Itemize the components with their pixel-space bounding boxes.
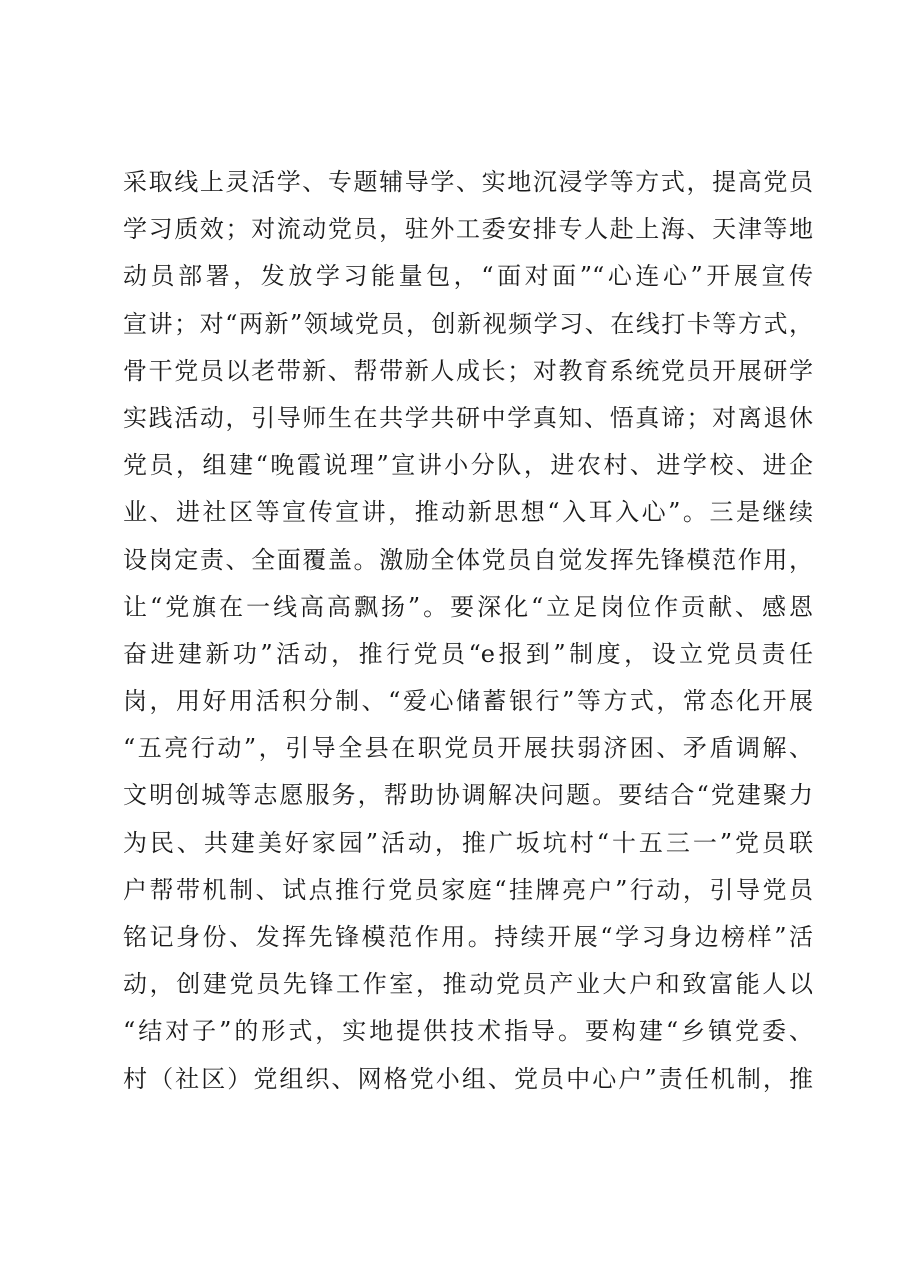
text-line: 党员，组建“晚霞说理”宣讲小分队，进农村、进学校、进企: [123, 451, 813, 480]
text-line: 村（社区）党组织、网格党小组、党员中心户”责任机制，推: [123, 1064, 813, 1093]
body-paragraph: [123, 159, 813, 1103]
text-line: 学习质效；对流动党员，驻外工委安排专人赴上海、天津等地: [123, 215, 813, 244]
text-line: 骨干党员以老带新、帮带新人成长；对教育系统党员开展研学: [123, 356, 813, 385]
text-line: 实践活动，引导师生在共学共研中学真知、悟真谛；对离退休: [123, 403, 813, 432]
text-line: 铭记身份、发挥先锋模范作用。持续开展“学习身边榜样”活: [123, 923, 813, 951]
text-line: 让“党旗在一线高高飘扬”。要深化“立足岗位作贡献、感恩: [123, 592, 813, 621]
text-line: 动，创建党员先锋工作室，推动党员产业大户和致富能人以: [123, 970, 813, 999]
text-line: “五亮行动”，引导全县在职党员开展扶弱济困、矛盾调解、: [123, 734, 813, 763]
text-line: 采取线上灵活学、专题辅导学、实地沉浸学等方式，提高党员: [123, 168, 813, 196]
text-line: 设岗定责、全面覆盖。激励全体党员自觉发挥先锋模范作用，: [123, 545, 813, 574]
text-line: 为民、共建美好家园”活动，推广坂坑村“十五三一”党员联: [123, 828, 813, 857]
text-line: 岗，用好用活积分制、“爱心储蓄银行”等方式，常态化开展: [123, 687, 813, 716]
text-line: 动员部署，发放学习能量包，“面对面”“心连心”开展宣传: [123, 262, 813, 291]
text-line: 户帮带机制、试点推行党员家庭“挂牌亮户”行动，引导党员: [123, 875, 813, 904]
text-line: “结对子”的形式，实地提供技术指导。要构建“乡镇党委、: [123, 1017, 813, 1046]
text-line: 奋进建新功”活动，推行党员“e报到”制度，设立党员责任: [123, 639, 813, 668]
text-line: 宣讲；对“两新”领域党员，创新视频学习、在线打卡等方式，: [123, 309, 813, 338]
text-line: 业、进社区等宣传宣讲，推动新思想“入耳入心”。三是继续: [123, 498, 813, 527]
text-line: 文明创城等志愿服务，帮助协调解决问题。要结合“党建聚力: [123, 781, 813, 810]
